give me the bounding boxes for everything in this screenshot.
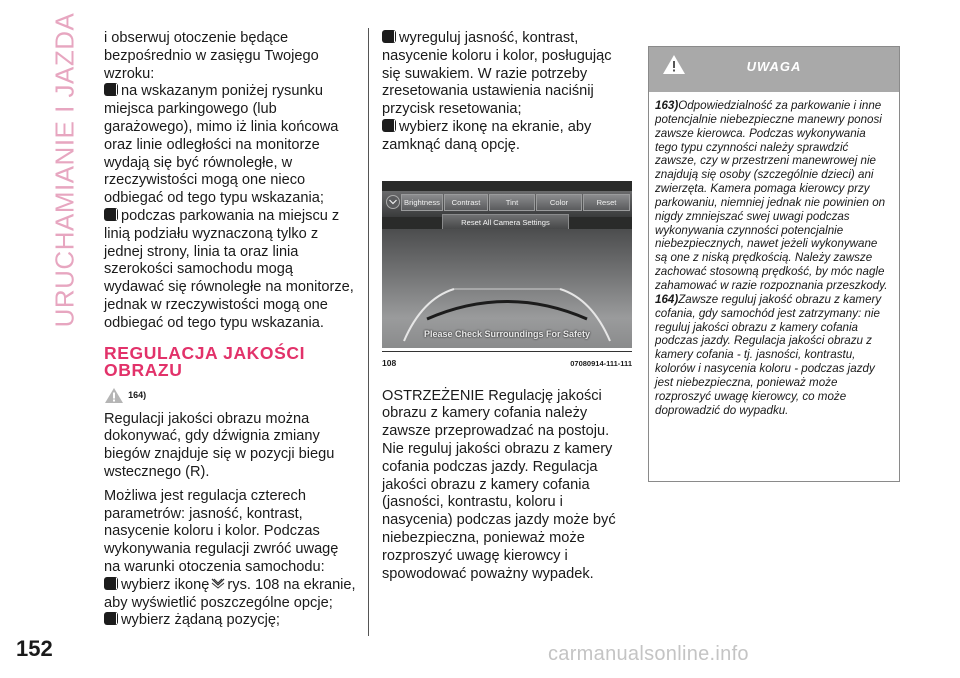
bullet-item: na wskazanym poniżej rysunku miejsca parkingowego (lub garażowego), mimo iż linia końcowa oraz linie odległości na monitorze wydają się być równoległe, w rzeczywistości mogą one nieco odbiegać od tego typu wskazania;	[104, 83, 339, 207]
bullet-item: podczas parkowania na miejscu z linią podziału wyznaczoną tylko z jednej strony, linia ta oraz linia szerokości samochodu mogą wydawać się równoległe na monitorze, jednak w rzeczywistości mogą one odbiegać od tego typu wskazania.	[104, 207, 354, 331]
notice-item: 164)Zawsze reguluj jakość obrazu z kamery cofania, gdy samochód jest zatrzymany: nie reguluj jakości obrazu z kamery cofania podczas jazdy. Regulacja jakości obrazu z kamery cofania - tj. jasności, kontrastu, kolorów i nasycenia koloru - podczas jazdy jest niebezpieczna, ponieważ może rozproszyć uwagę kierowcy, co może doprowadzić do wypadku.	[655, 292, 882, 417]
paragraph: Możliwa jest regulacja czterech parametrów: jasność, kontrast, nasycenie koloru i kolor. Podczas wykonywania regulacji zwróć uwagę na warunki otoczenia samochodu:	[104, 487, 339, 575]
notice-header	[649, 47, 899, 92]
warning-triangle-icon	[104, 387, 124, 404]
section-heading: REGULACJA JAKOŚCI OBRAZU	[104, 342, 306, 380]
figure-contrast-button: Contrast	[444, 194, 488, 211]
side-section-title: URUCHAMIANIE I JAZDA	[49, 12, 80, 328]
camera-screen-figure	[382, 181, 632, 348]
figure-brightness-button: Brightness	[401, 194, 443, 211]
intro-paragraph: i obserwuj otoczenie będące bezpośrednio w zasięgu Twojego wzroku:	[104, 30, 319, 82]
bullet-icon	[104, 612, 118, 625]
bullet-icon	[104, 208, 118, 221]
notice-box	[648, 46, 900, 482]
figure-caption	[382, 351, 632, 366]
warning-paragraph: OSTRZEŻENIE Regulację jakości obrazu z kamery cofania należy zawsze przeprowadzać na postoju. Nie reguluj jakości obrazu z kamery cofania podczas jazdy. Regulacja jakości obrazu z kamery cofania (jasności, kontrastu, koloru i nasycenia) podczas jazdy może być niebezpieczna, ponieważ może rozproszyć uwagę kierowcy i spowodować poważny wypadek.	[382, 387, 616, 582]
bullet-item: wybierz żądaną pozycję;	[104, 612, 356, 630]
bullet-item: wyreguluj jasność, kontrast, nasycenie koloru i kolor, posługując się suwakiem. W razie potrzeby zresetowania ustawienia naciśnij przycisk resetowania;	[382, 30, 612, 118]
bullet-item: wybierz ikonę na ekranie, aby zamknąć daną opcję.	[382, 118, 592, 153]
bullet-icon	[104, 577, 118, 590]
figure-color-button: Color	[536, 194, 582, 211]
settings-chevron-icon	[210, 577, 226, 589]
bullet-icon	[382, 119, 396, 132]
notice-title: UWAGA	[746, 59, 802, 74]
notice-body	[649, 92, 899, 417]
figure-reset-button: Reset	[583, 194, 630, 211]
watermark: carmanualsonline.info	[548, 643, 749, 665]
bullet-item: wybierz ikonę rys. 108 na ekranie, aby wyświetlić poszczególne opcje;	[104, 576, 356, 611]
reference-number: 164)	[128, 389, 147, 400]
figure-reset-all-button: Reset All Camera Settings	[442, 214, 569, 231]
settings-chevron-icon	[386, 195, 400, 209]
figure-safety-text: Please Check Surroundings For Safety	[423, 328, 591, 339]
paragraph: Regulacji jakości obrazu można dokonywać, gdy dźwignia zmiany biegów znajduje się w pozycji biegu wstecznego (R).	[104, 410, 335, 480]
figure-code: 07080914-111-111	[570, 358, 632, 368]
middle-column	[382, 30, 632, 583]
column-divider	[368, 28, 369, 636]
left-column	[104, 30, 356, 630]
notice-item: 163)Odpowiedzialność za parkowanie i inne potencjalnie niebezpieczne manewry ponosi zawsze kierowca. Podczas wykonywania tego typu czynności należy sprawdzić zawsze, czy w przestrzeni manewrowej nie znajdują się osoby (szczególnie dzieci) ani zwierzęta. Kamera pomaga kierowcy przy parkowaniu, niemniej jednak nie powinien on nigdy zmniejszać swej uwagi podczas wykonywania czynności potencjalnie niebezpiecznych, nawet jeżeli wykonywane są one z niską prędkością. Należy zawsze zachować stosowną prędkość, by móc nagle zahamować w razie rozpoznania przeszkody.	[655, 99, 888, 292]
figure-tint-button: Tint	[489, 194, 535, 211]
figure-number: 108	[382, 357, 397, 368]
bullet-icon	[104, 83, 118, 96]
bullet-icon	[382, 30, 396, 43]
page-number: 152	[16, 636, 53, 661]
warning-reference	[104, 387, 356, 407]
